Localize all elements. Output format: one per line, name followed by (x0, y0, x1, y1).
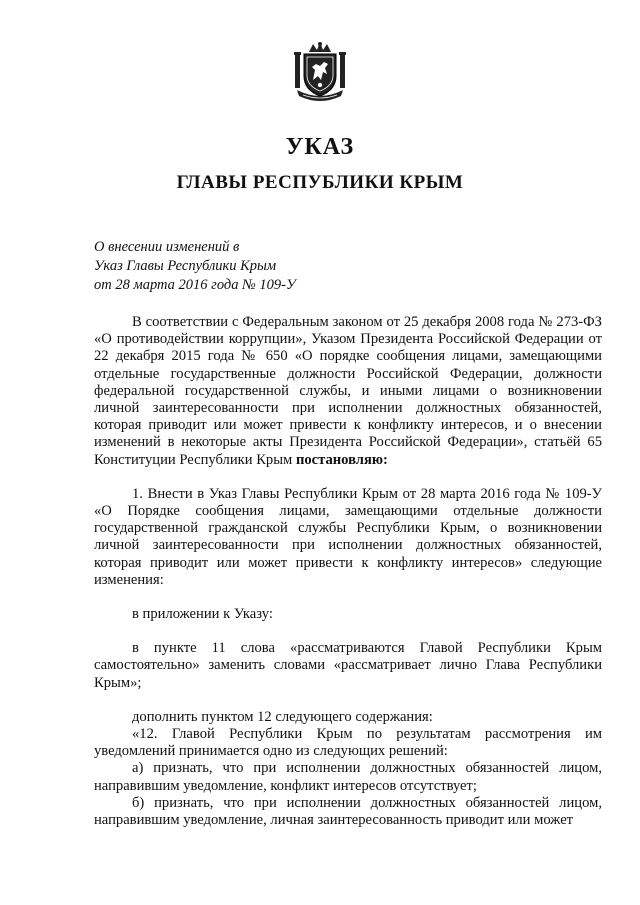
add-point-12-paragraph: дополнить пунктом 12 следующего содержания: (132, 708, 433, 725)
decree-keyword: постановляю: (295, 451, 388, 468)
subject-line: О внесении изменений в (94, 239, 240, 255)
document-title: УКАЗ (285, 134, 355, 160)
subpoint-a-paragraph: а) признать, что при исполнении должностных обязанностей лицом, направившим уведомление, конфликт интересов отсутствует; (94, 760, 602, 794)
document-subtitle: ГЛАВЫ РЕСПУБЛИКИ КРЫМ (176, 172, 464, 193)
decree-subject (94, 238, 414, 295)
crimea-coat-of-arms-emblem (293, 40, 347, 102)
item-1-paragraph: 1. Внести в Указ Главы Республики Крым от 28 марта 2016 года № 109-У «О Порядке сообщения лицами, замещающими отдельные должности государственной гражданской службы Республики Крым, о возникновении личной заинтересованности при исполнении должностных обязанностей, которая приводит или может привести к конфликту интересов» следующие изменения: (94, 485, 602, 588)
decree-body (94, 314, 602, 829)
point-12-paragraph: «12. Главой Республики Крым по результатам рассмотрения им уведомлений принимается одно из следующих решений: (94, 726, 602, 760)
preamble-text: В соответствии с Федеральным законом от 25 декабря 2008 года № 273-ФЗ «О противодействии коррупции», Указом Президента Российской Федерации от 22 декабря 2015 года № 650 «О порядке сообщения лицами, замещающими отдельные государственные должности Российской Федерации, должности федеральной государственной службы, и иными лицами о возникновении личной заинтересованности при исполнении должностных обязанностей, которая приводит или может привести к конфликту интересов, и о внесении изменений в некоторые акты Президента Российской Федерации», статьёй 65 Конституции Республики Крым (94, 314, 602, 468)
subject-line: Указ Главы Республики Крым (94, 258, 277, 274)
point-11-paragraph: в пункте 11 слова «рассматриваются Главой Республики Крым самостоятельно» заменить словами «рассматривает лично Глава Республики Крым»; (94, 640, 602, 691)
preamble-paragraph (94, 314, 602, 469)
subpoint-b-paragraph: б) признать, что при исполнении должностных обязанностей лицом, направившим уведомление, личная заинтересованность приводит или может (94, 794, 602, 829)
annex-paragraph: в приложении к Указу: (132, 606, 273, 623)
subject-line: от 28 марта 2016 года № 109-У (94, 277, 296, 293)
